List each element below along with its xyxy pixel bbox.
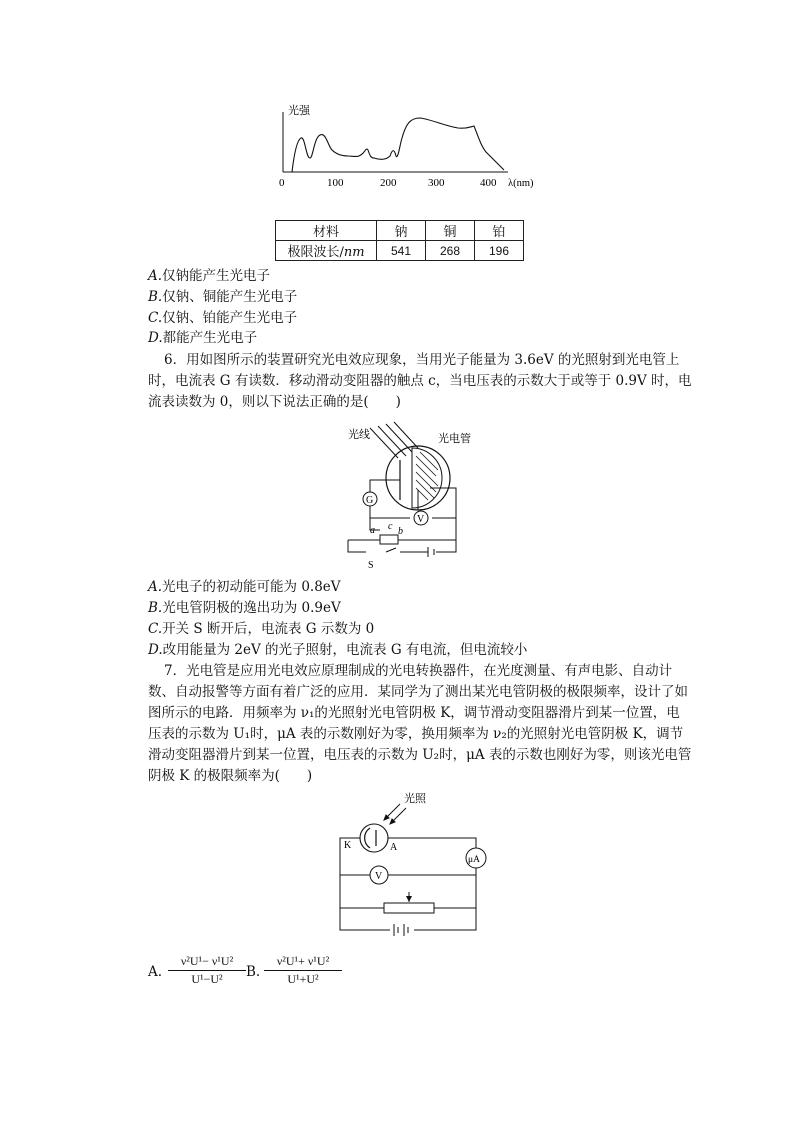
option-text: 改用能量为 2eV 的光子照射，电流表 G 有电流，但电流较小: [162, 642, 528, 658]
spectrum-tick-0: 0: [279, 177, 285, 189]
q7-line-4: 压表的示数为 U₁时，μA 表的示数刚好为零，换用频率为 ν₂的光照射光电管阴极 K，调节: [148, 726, 684, 742]
q7-line-6: 阴极 K 的极限频率为( ): [148, 768, 313, 784]
circuit-wires-q7: [340, 838, 476, 936]
table-header-cell: 材料: [276, 221, 377, 241]
q7-circuit-figure: [330, 790, 500, 945]
option-letter: D.: [148, 642, 163, 658]
microammeter-label: μA: [468, 855, 480, 865]
q6-line-1: 6．用如图所示的装置研究光电效应现象，当用光子能量为 3.6eV 的光照射到光电管上: [164, 352, 680, 368]
option-letter: C.: [148, 310, 163, 326]
galvanometer-label: G: [366, 495, 374, 506]
label-c: c: [388, 521, 393, 532]
slider-arrow: [406, 896, 412, 902]
voltmeter-label: V: [417, 514, 425, 525]
table-row: [276, 241, 524, 261]
spectrum-ylabel: 光强: [288, 105, 310, 117]
option-text: 仅钠、铜能产生光电子: [162, 289, 298, 305]
option-letter: C.: [148, 621, 163, 637]
q6-option-c: [148, 619, 374, 639]
table-row: [276, 221, 524, 241]
spectrum-tick-100: 100: [327, 177, 344, 189]
light-rays: [370, 422, 418, 458]
q6-option-b: [148, 598, 341, 618]
rheostat: [380, 535, 398, 544]
table-cell: 196: [475, 241, 524, 261]
option-letter: D.: [148, 330, 163, 346]
fraction-numerator: ν²U¹+ ν¹U²: [276, 954, 330, 968]
q7-option-a-letter: A.: [148, 964, 163, 980]
q5-option-a: [148, 266, 270, 286]
light-label: 光线: [348, 429, 370, 441]
cathode-label: K: [344, 840, 352, 851]
q7-line-2: 数、自动报警等方面有着广泛的应用．某同学为了测出某光电管阴极的极限频率，设计了如: [148, 684, 688, 700]
option-text: 开关 S 断开后，电流表 G 示数为 0: [162, 621, 375, 637]
option-text: 都能产生光电子: [162, 330, 258, 346]
table-header-cell: 铂: [475, 221, 524, 241]
q5-option-c: [148, 308, 297, 328]
voltmeter-label-q7: V: [375, 871, 383, 882]
option-letter: A.: [148, 579, 163, 595]
row-label-text: 极限波长/: [287, 245, 344, 260]
q5-option-b: [148, 287, 297, 307]
fraction-bar: [168, 970, 246, 971]
rheostat-q7: [384, 903, 434, 913]
fraction-denominator: U¹−U²: [191, 972, 223, 986]
spectrum-tick-400: 400: [480, 177, 497, 189]
label-a: a: [370, 525, 375, 536]
q6-option-d: [148, 640, 527, 660]
table-cell: 268: [426, 241, 475, 261]
material-table: [275, 220, 524, 261]
q7-option-b-fraction: [264, 954, 342, 987]
row-label-unit: nm: [343, 245, 365, 260]
q6-option-a: [148, 577, 341, 597]
q6-circuit-figure: [340, 420, 480, 570]
fraction-denominator: U¹+U²: [287, 972, 319, 986]
option-text: 光电子的初动能可能为 0.8eV: [162, 579, 341, 595]
table-cell: 541: [377, 241, 426, 261]
q7-line-5: 滑动变阻器滑片到某一位置，电压表的示数为 U₂时，μA 表的示数也刚好为零，则该光电管: [148, 747, 692, 763]
option-letter: A.: [148, 268, 163, 284]
q6-line-2: 时，电流表 G 有读数．移动滑动变阻器的触点 c，当电压表的示数大于或等于 0.9V 时，电: [148, 373, 692, 389]
q7-line-3: 图所示的电路．用频率为 ν₁的光照射光电管阴极 K，调节滑动变阻器滑片到某一位置，电: [148, 705, 680, 721]
light-rays-q7: [384, 804, 406, 824]
spectrum-tick-300: 300: [428, 177, 445, 189]
q7-option-a-fraction: [168, 954, 246, 987]
option-text: 光电管阴极的逸出功为 0.9eV: [162, 600, 341, 616]
spectrum-figure: [270, 100, 560, 195]
light-label-q7: 光照: [404, 793, 426, 805]
option-letter: B.: [148, 289, 163, 305]
table-row-label: [276, 241, 377, 261]
spectrum-tick-200: 200: [380, 177, 397, 189]
fraction-bar: [264, 970, 342, 971]
spectrum-xlabel: λ(nm): [508, 178, 534, 189]
option-text: 仅钠能产生光电子: [162, 268, 271, 284]
spectrum-curve: [292, 118, 504, 172]
label-b: b: [398, 526, 403, 537]
q5-option-d: [148, 328, 257, 348]
option-text: 仅钠、铂能产生光电子: [162, 310, 298, 326]
q7-line-1: 7．光电管是应用光电效应原理制成的光电转换器件，在光度测量、有声电影、自动计: [164, 663, 673, 679]
circuit-wires: [348, 480, 456, 557]
q7-option-b-letter: B.: [246, 964, 261, 980]
q6-line-3: 流表读数为 0，则以下说法正确的是( ): [148, 394, 401, 410]
table-header-cell: 钠: [377, 221, 426, 241]
fraction-numerator: ν²U¹− ν¹U²: [180, 954, 234, 968]
label-s: S: [368, 560, 374, 570]
table-header-cell: 铜: [426, 221, 475, 241]
tube-label: 光电管: [438, 433, 471, 445]
option-letter: B.: [148, 600, 163, 616]
anode-label: A: [390, 842, 398, 853]
